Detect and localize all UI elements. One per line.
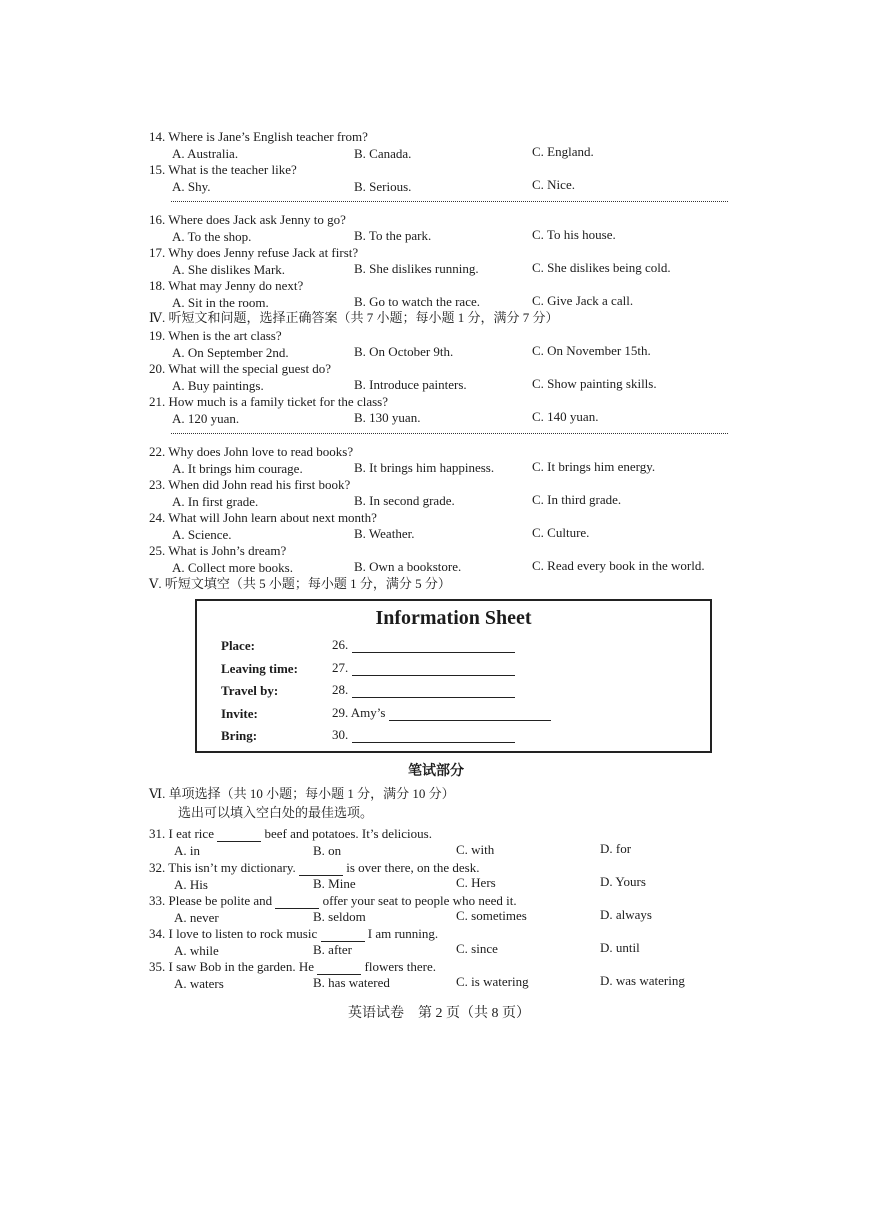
- question-31: 31. I eat rice beef and potatoes. It’s delicious.: [149, 826, 432, 841]
- option-34a: A. while: [174, 943, 219, 958]
- option-35a: A. waters: [174, 976, 224, 991]
- page-footer: 英语试卷 第 2 页（共 8 页）: [348, 1006, 530, 1021]
- answer-line-26[interactable]: [352, 640, 515, 653]
- option-22c: C. It brings him energy.: [532, 459, 656, 474]
- option-19a: A. On September 2nd.: [172, 345, 289, 360]
- question-14: 14. Where is Jane’s English teacher from?: [149, 129, 368, 144]
- option-23a: A. In first grade.: [172, 494, 259, 509]
- info-label-travel-by: Travel by:: [221, 683, 279, 698]
- option-23c: C. In third grade.: [532, 492, 622, 507]
- section-vi-heading: Ⅵ. 单项选择（共 10 小题；每小题 1 分，满分 10 分）: [149, 786, 455, 801]
- option-33d: D. always: [600, 907, 652, 922]
- option-20a: A. Buy paintings.: [172, 378, 264, 393]
- question-18: 18. What may Jenny do next?: [149, 278, 304, 293]
- option-16b: B. To the park.: [354, 228, 432, 243]
- option-17c: C. She dislikes being cold.: [532, 260, 671, 275]
- option-31c: C. with: [456, 842, 495, 857]
- option-20c: C. Show painting skills.: [532, 376, 657, 391]
- option-15b: B. Serious.: [354, 179, 412, 194]
- option-25c: C. Read every book in the world.: [532, 558, 705, 573]
- option-21c: C. 140 yuan.: [532, 409, 599, 424]
- info-label-bring: Bring:: [221, 728, 258, 743]
- option-24c: C. Culture.: [532, 525, 590, 540]
- question-35: 35. I saw Bob in the garden. He flowers there.: [149, 959, 436, 974]
- option-31a: A. in: [174, 843, 200, 858]
- question-24: 24. What will John learn about next month?: [149, 510, 377, 525]
- answer-line-29[interactable]: [389, 708, 551, 721]
- question-16: 16. Where does Jack ask Jenny to go?: [149, 212, 346, 227]
- option-19c: C. On November 15th.: [532, 343, 651, 358]
- option-34c: C. since: [456, 941, 498, 956]
- option-22a: A. It brings him courage.: [172, 461, 303, 476]
- blank-33[interactable]: [275, 896, 319, 909]
- option-33a: A. never: [174, 910, 219, 925]
- written-part-title: 笔试部分: [408, 763, 464, 779]
- question-20: 20. What will the special guest do?: [149, 361, 332, 376]
- question-22: 22. Why does John love to read books?: [149, 444, 354, 459]
- option-24b: B. Weather.: [354, 526, 415, 541]
- question-17: 17. Why does Jenny refuse Jack at first?: [149, 245, 359, 260]
- option-15c: C. Nice.: [532, 177, 575, 192]
- option-14c: C. England.: [532, 144, 594, 159]
- option-21b: B. 130 yuan.: [354, 410, 421, 425]
- question-32: 32. This isn’t my dictionary. is over there, on the desk.: [149, 860, 480, 875]
- option-16c: C. To his house.: [532, 227, 616, 242]
- option-32a: A. His: [174, 877, 208, 892]
- option-17a: A. She dislikes Mark.: [172, 262, 286, 277]
- option-16a: A. To the shop.: [172, 229, 252, 244]
- blank-31[interactable]: [217, 829, 261, 842]
- blank-27-number: 27.: [332, 660, 349, 675]
- option-14b: B. Canada.: [354, 146, 412, 161]
- question-15: 15. What is the teacher like?: [149, 162, 297, 177]
- option-18b: B. Go to watch the race.: [354, 294, 480, 309]
- blank-26[interactable]: [332, 637, 515, 653]
- blank-29[interactable]: [332, 705, 551, 721]
- option-35b: B. has watered: [313, 975, 390, 990]
- option-25b: B. Own a bookstore.: [354, 559, 462, 574]
- answer-line-27[interactable]: [352, 663, 515, 676]
- option-24a: A. Science.: [172, 527, 232, 542]
- option-33c: C. sometimes: [456, 908, 527, 923]
- option-32b: B. Mine: [313, 876, 356, 891]
- option-35d: D. was watering: [600, 973, 685, 988]
- answer-line-30[interactable]: [352, 730, 515, 743]
- option-33b: B. seldom: [313, 909, 366, 924]
- blank-29-number: 29. Amy’s: [332, 705, 386, 720]
- info-label-leaving-time: Leaving time:: [221, 661, 298, 676]
- option-14a: A. Australia.: [172, 146, 239, 161]
- question-33: 33. Please be polite and offer your seat to people who need it.: [149, 893, 517, 908]
- option-34d: D. until: [600, 940, 640, 955]
- option-19b: B. On October 9th.: [354, 344, 454, 359]
- info-label-place: Place:: [221, 638, 255, 653]
- divider: [171, 433, 728, 434]
- question-25: 25. What is John’s dream?: [149, 543, 287, 558]
- option-35c: C. is watering: [456, 974, 529, 989]
- information-sheet: [195, 599, 712, 753]
- blank-28[interactable]: [332, 682, 515, 698]
- option-17b: B. She dislikes running.: [354, 261, 479, 276]
- question-23: 23. When did John read his first book?: [149, 477, 351, 492]
- blank-26-number: 26.: [332, 637, 349, 652]
- blank-35[interactable]: [317, 962, 361, 975]
- information-sheet-title: Information Sheet: [375, 607, 532, 629]
- question-21: 21. How much is a family ticket for the class?: [149, 394, 388, 409]
- blank-28-number: 28.: [332, 682, 349, 697]
- option-22b: B. It brings him happiness.: [354, 460, 495, 475]
- option-18c: C. Give Jack a call.: [532, 293, 634, 308]
- section-vi-instruction: 选出可以填入空白处的最佳选项。: [178, 805, 374, 820]
- blank-34[interactable]: [321, 929, 365, 942]
- option-25a: A. Collect more books.: [172, 560, 293, 575]
- option-15a: A. Shy.: [172, 179, 211, 194]
- option-23b: B. In second grade.: [354, 493, 455, 508]
- option-32d: D. Yours: [600, 874, 646, 889]
- question-19: 19. When is the art class?: [149, 328, 282, 343]
- option-21a: A. 120 yuan.: [172, 411, 240, 426]
- answer-line-28[interactable]: [352, 685, 515, 698]
- blank-30[interactable]: [332, 727, 515, 743]
- blank-32[interactable]: [299, 863, 343, 876]
- blank-30-number: 30.: [332, 727, 349, 742]
- option-31d: D. for: [600, 841, 632, 856]
- option-18a: A. Sit in the room.: [172, 295, 269, 310]
- section-v-heading: Ⅴ. 听短文填空（共 5 小题；每小题 1 分，满分 5 分）: [149, 576, 451, 591]
- section-iv-heading: Ⅳ. 听短文和问题，选择正确答案（共 7 小题；每小题 1 分，满分 7 分）: [149, 310, 559, 325]
- option-31b: B. on: [313, 843, 342, 858]
- option-20b: B. Introduce painters.: [354, 377, 467, 392]
- info-label-invite: Invite:: [221, 706, 258, 721]
- option-34b: B. after: [313, 942, 352, 957]
- question-34: 34. I love to listen to rock music I am running.: [149, 926, 439, 941]
- blank-27[interactable]: [332, 660, 515, 676]
- option-32c: C. Hers: [456, 875, 496, 890]
- divider: [171, 201, 728, 202]
